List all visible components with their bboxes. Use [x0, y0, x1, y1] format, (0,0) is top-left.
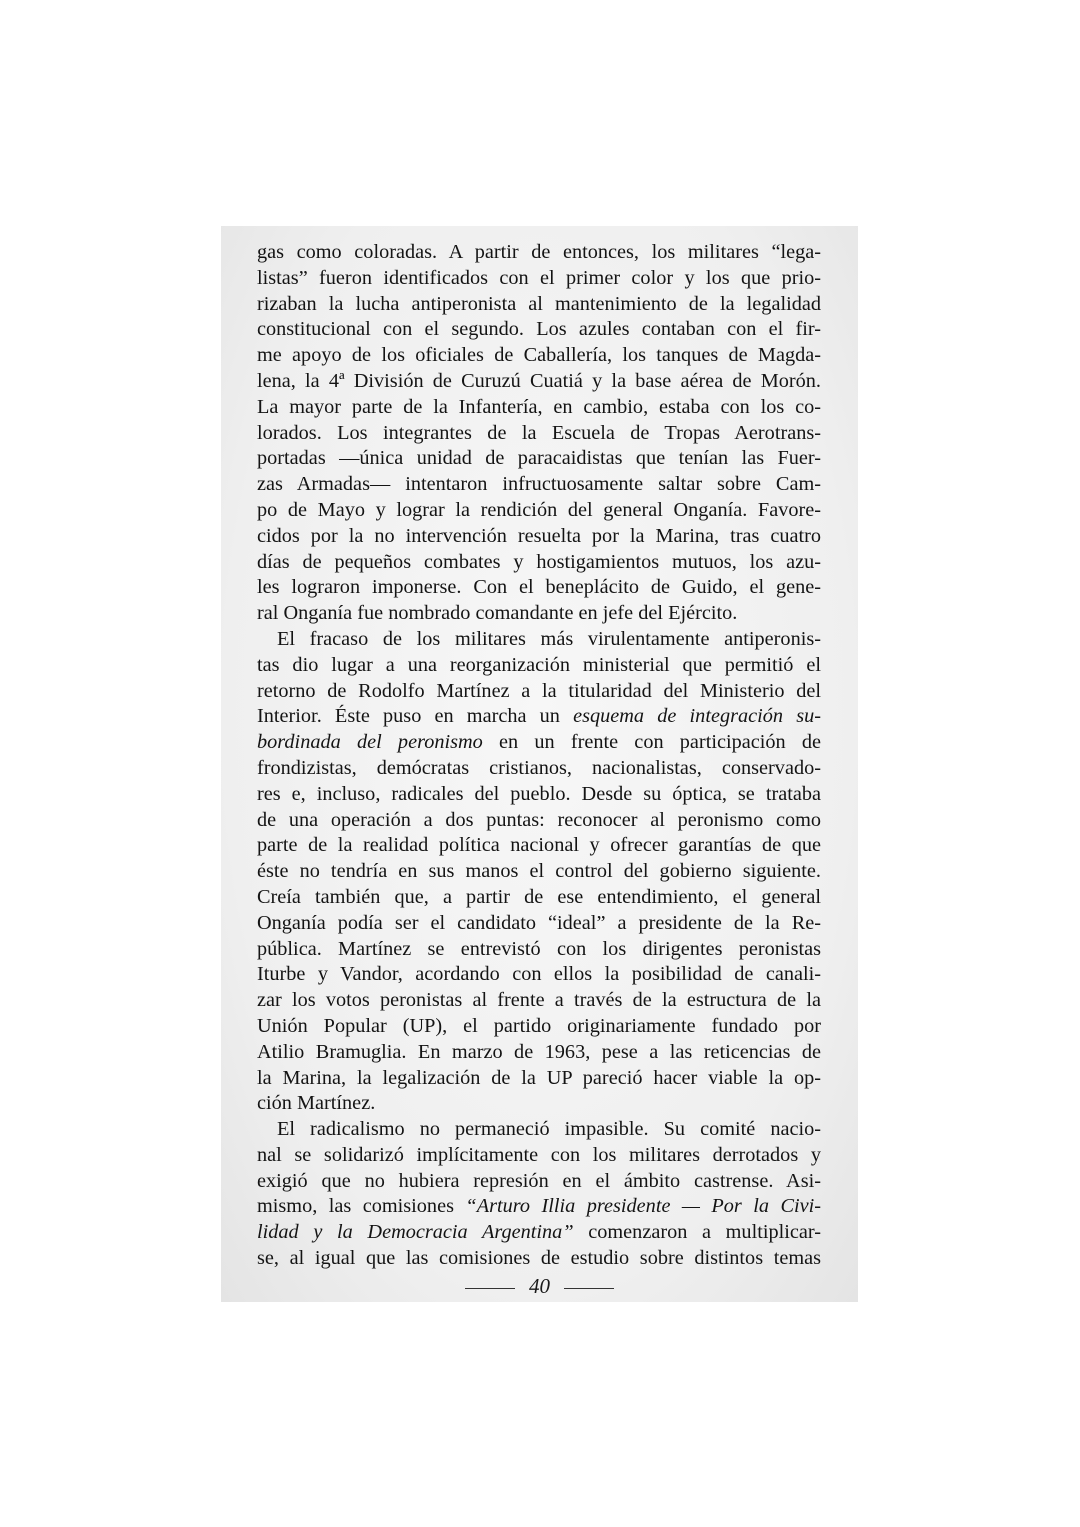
text-line: zas Armadas— intentaron infructuosamente saltar sobre Cam-	[257, 473, 821, 496]
text-line: me apoyo de los oficiales de Caballería, los tanques de Magda-	[257, 344, 821, 367]
text-line-mixed	[257, 1220, 821, 1246]
scanned-page	[221, 226, 858, 1302]
text-line: les lograron imponerse. Con el beneplácito de Guido, el gene-	[257, 576, 821, 599]
text-run: en un frente con participación de	[482, 731, 821, 754]
text-line: po de Mayo y lograr la rendición del general Onganía. Favore-	[257, 498, 821, 521]
text-line: Atilio Bramuglia. En marzo de 1963, pese a las reticencias de	[257, 1040, 821, 1063]
text-line: Onganía podía ser el candidato “ideal” a presidente de la Re-	[257, 911, 821, 934]
text-line-mixed	[257, 1194, 821, 1220]
text-line: ral Onganía fue nombrado comandante en jefe del Ejército.	[257, 602, 738, 625]
text-line: nal se solidarizó implícitamente con los militares derrotados y	[257, 1143, 821, 1166]
text-line: Iturbe y Vandor, acordando con ellos la posibilidad de canali-	[257, 963, 821, 986]
footer-rule-left	[465, 1288, 515, 1289]
text-line: Creía también que, a partir de ese entendimiento, el general	[257, 885, 821, 908]
text-line-mixed	[257, 730, 821, 756]
italic-run: lidad y la Democracia Argentina”	[257, 1221, 574, 1244]
text-line: res e, incluso, radicales del pueblo. Desde su óptica, se trataba	[257, 782, 821, 805]
text-line: zar los votos peronistas al frente a través de la estructura de la	[257, 989, 821, 1012]
text-line: lena, la 4ª División de Curuzú Cuatiá y la base aérea de Morón.	[257, 369, 821, 392]
paragraph-start-line: El fracaso de los militares más virulentamente antiperonis-	[277, 627, 821, 650]
text-line: tas dio lugar a una reorganización ministerial que permitió el	[257, 653, 821, 676]
text-run: mismo, las comisiones	[257, 1195, 454, 1218]
text-line: la Marina, la legalización de la UP pareció hacer viable la op-	[257, 1066, 821, 1089]
text-line: éste no tendría en sus manos el control del gobierno siguiente.	[257, 860, 821, 883]
body-text	[257, 240, 821, 1272]
italic-run: bordinada del peronismo	[257, 731, 483, 754]
text-line: portadas —única unidad de paracaidistas que tenían las Fuer-	[257, 447, 821, 470]
text-line: rizaban la lucha antiperonista al mantenimiento de la legalidad	[257, 292, 821, 315]
text-line: retorno de Rodolfo Martínez a la titularidad del Ministerio del	[257, 679, 821, 702]
text-line: La mayor parte de la Infantería, en cambio, estaba con los co-	[257, 395, 821, 418]
text-line: se, al igual que las comisiones de estudio sobre distintos temas	[257, 1247, 821, 1270]
text-line: Unión Popular (UP), el partido originariamente fundado por	[257, 1014, 821, 1037]
text-line: días de pequeños combates y hostigamientos mutuos, los azu-	[257, 550, 821, 573]
text-line: cidos por la no intervención resuelta por la Marina, tras cuatro	[257, 524, 821, 547]
text-line: lorados. Los integrantes de la Escuela de Tropas Aerotrans-	[257, 421, 821, 444]
italic-run: “Arturo Illia presidente — Por la Civi-	[465, 1195, 822, 1218]
page-footer	[221, 1274, 858, 1298]
text-line: exigió que no hubiera represión en el ámbito castrense. Asi-	[257, 1169, 821, 1192]
text-line: frondizistas, demócratas cristianos, nacionalistas, conservado-	[257, 756, 821, 779]
text-line: ción Martínez.	[257, 1092, 376, 1115]
text-run: Interior. Éste puso en marcha un	[257, 705, 560, 728]
text-line: listas” fueron identificados con el primer color y los que prio-	[257, 266, 821, 289]
text-line: pública. Martínez se entrevistó con los dirigentes peronistas	[257, 937, 821, 960]
text-line: de una operación a dos puntas: reconocer al peronismo como	[257, 808, 821, 831]
text-line: gas como coloradas. A partir de entonces, los militares “lega-	[257, 241, 821, 263]
footer-rule-right	[564, 1288, 614, 1289]
text-line-mixed	[257, 704, 821, 730]
text-line: parte de la realidad política nacional y ofrecer garantías de que	[257, 834, 821, 857]
text-line: constitucional con el segundo. Los azules contaban con el fir-	[257, 318, 821, 341]
page-number: 40	[529, 1274, 550, 1298]
paragraph-start-line: El radicalismo no permaneció impasible. Su comité nacio-	[277, 1118, 821, 1141]
text-run: comenzaron a multiplicar-	[573, 1221, 821, 1244]
italic-run: esquema de integración su-	[573, 705, 822, 728]
